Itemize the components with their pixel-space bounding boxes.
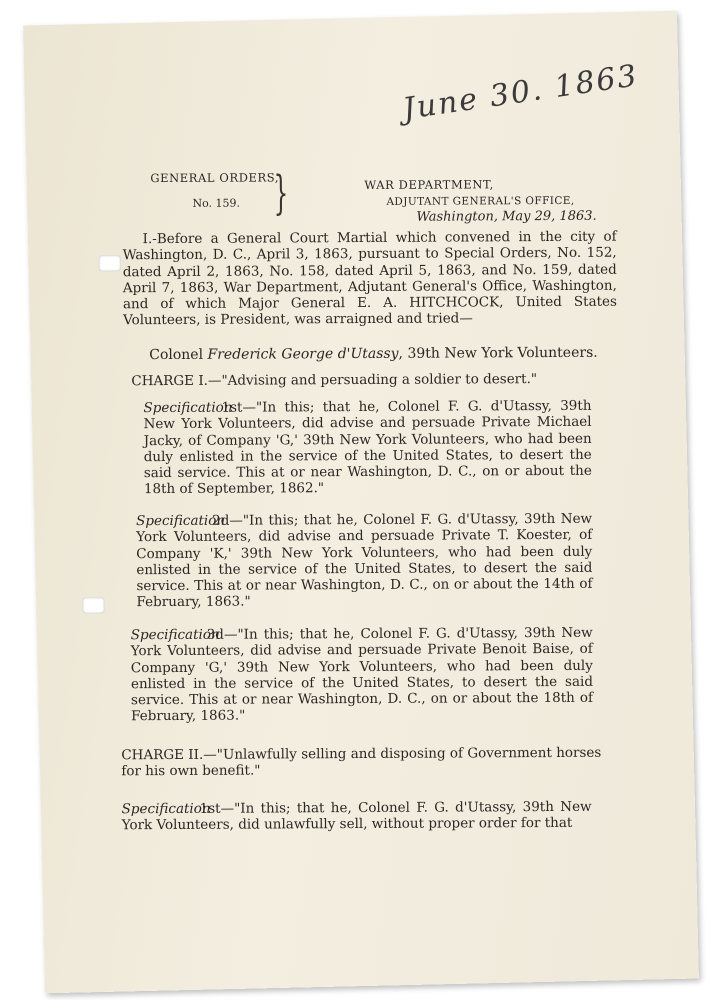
general-orders-label: GENERAL ORDERS, <box>150 170 280 186</box>
punch-hole <box>99 255 121 271</box>
punch-hole <box>82 597 104 613</box>
charge-1: CHARGE I.—"Advising and persuading a soldier to desert." <box>131 371 538 390</box>
spec-1-text: 1st—"In this; that he, Colonel F. G. d'Utassy, 39th New York Volunteers, did advise and persuade Private Michael Jacky, of Company 'G,' 39th New York Volunteers, who had been duly enlisted in the service of the United States, to desert the said service. This at or near Washington, D. C., on or about the 18th of September, 1862." <box>143 397 592 498</box>
orders-number: No. 159. <box>192 196 241 210</box>
brace-glyph: } <box>273 165 289 220</box>
office-heading: ADJUTANT GENERAL'S OFFICE, <box>386 194 575 208</box>
handwritten-date: June 30. 1863 <box>400 58 641 128</box>
accused-line <box>149 345 629 364</box>
spec-2-text: 2d—"In this; that he, Colonel F. G. d'Utassy, 39th New York Volunteers, did advise and persuade Private T. Koester, of Company 'K,' 39th New York Volunteers, who had been duly enlisted in the service of the United States, to desert the said service. This at or near Washington, D. C., on or about the 14th of February, 1863." <box>136 510 593 611</box>
department-heading: WAR DEPARTMENT, <box>364 177 494 192</box>
spec-4-text: 1st—"In this; that he, Colonel F. G. d'Utassy, 39th New York Volunteers, did unlawfully sell, without proper order for that <box>121 798 592 834</box>
charge-2: CHARGE II.—"Unlawfully selling and disposing of Government horses for his own benefit." <box>121 744 602 780</box>
accused-name: Frederick George d'Utassy <box>207 345 399 363</box>
accused-suffix: , 39th New York Volunteers. <box>398 344 598 362</box>
spec-1-label: Specification <box>143 399 233 417</box>
spec-4-label: Specification <box>121 800 211 818</box>
document-page <box>23 11 699 994</box>
page-content <box>31 16 690 987</box>
place-date: Washington, May 29, 1863. <box>416 208 597 225</box>
spec-3-text: 3d—"In this; that he, Colonel F. G. d'Utassy, 39th New York Volunteers, did advise and persuade Private Benoit Baise, of Company 'G,' 39th New York Volunteers, who had been duly enlisted in the service of the United States, to desert the said service. This at or near Washington, D. C., on or about the 18th of February, 1863." <box>130 624 594 725</box>
spec-3-label: Specification <box>130 626 220 644</box>
accused-prefix: Colonel <box>149 346 208 364</box>
intro-paragraph: I.-Before a General Court Martial which convened in the city of Washington, D. C., April 3, 1863, pursuant to Special Orders, No. 152, dated April 2, 1863, No. 158, dated April 5, 1863, and No. 159, dated April 7, 1863, War Department, Adjutant General's Office, Washington, and of which Major General E. A. HITCHCOCK, United States Volunteers, is President, was arraigned and tried— <box>122 228 617 329</box>
spec-2-label: Specification <box>136 512 226 530</box>
